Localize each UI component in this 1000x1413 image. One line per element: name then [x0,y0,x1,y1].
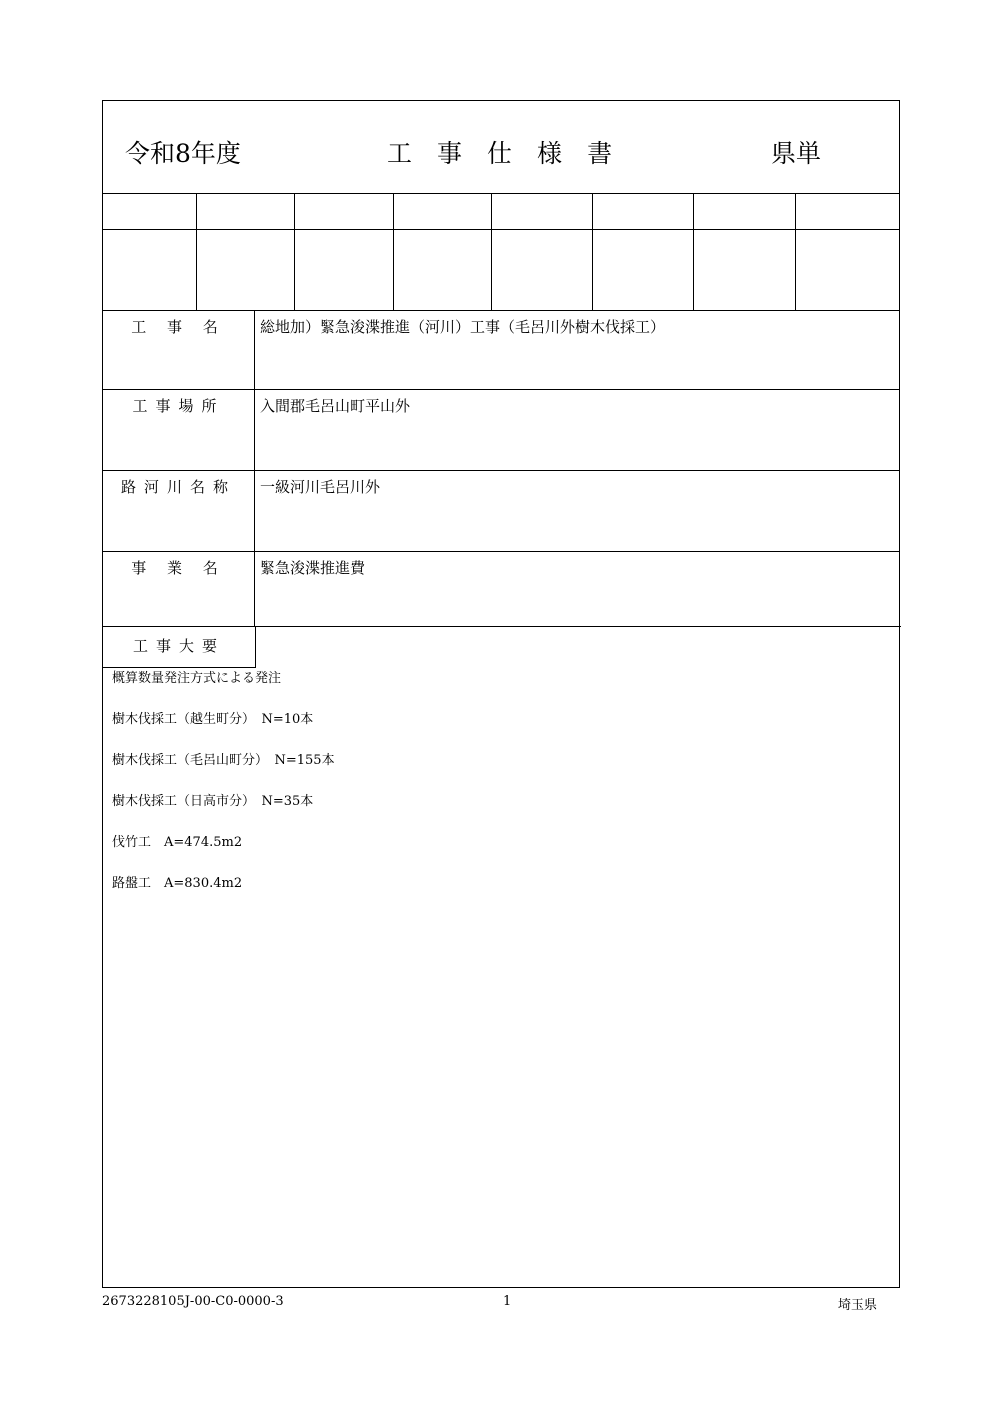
budget-type: 県単 [771,139,822,168]
grid-divider [393,194,394,310]
field-label: 事 業 名 [103,552,255,626]
title-char: 工 [387,139,413,168]
field-row-work-location [103,389,899,470]
grid-divider [294,194,295,310]
title-char: 仕 [487,139,513,168]
field-value: 総地加）緊急浚渫推進（河川）工事（毛呂川外樹木伐採工） [260,318,666,336]
document-title [387,134,637,170]
prefecture-name: 埼玉県 [838,1298,878,1313]
field-label: 工 事 名 [103,311,255,389]
title-row [103,101,899,194]
grid-divider [693,194,694,310]
field-row-work-name [103,310,899,389]
title-char: 書 [587,139,613,168]
title-char: 事 [437,139,463,168]
outline-line: 樹木伐採工（毛呂山町分） N=155本 [112,753,335,768]
field-value: 緊急浚渫推進費 [260,559,366,577]
grid-divider [592,194,593,310]
grid-divider [795,194,796,310]
outline-divider [256,626,901,627]
grid-divider [103,229,899,230]
page-number: 1 [503,1294,512,1309]
outline-line: 樹木伐採工（日高市分） N=35本 [112,794,314,809]
outline-line: 樹木伐採工（越生町分） N=10本 [112,712,314,727]
outline-label: 工事大要 [132,637,225,655]
outline-label-box [103,626,256,668]
outline-line: 路盤工 A=830.4m2 [112,876,243,891]
field-label: 工事場所 [103,390,255,470]
grid-divider [491,194,492,310]
field-value: 一級河川毛呂川外 [260,478,381,496]
document-code: 2673228105J-00-C0-0000-3 [102,1294,284,1309]
field-value: 入間郡毛呂山町平山外 [260,397,411,415]
grid-divider [196,194,197,310]
field-label: 路河川名称 [103,471,255,551]
outline-line: 概算数量発注方式による発注 [112,671,282,686]
field-row-project-name [103,551,899,626]
work-outline-content [112,670,335,916]
spec-sheet-frame [102,100,900,1288]
fiscal-year: 令和8年度 [125,139,241,168]
field-row-river-name [103,470,899,551]
approval-stamp-grid [103,194,899,310]
outline-line: 伐竹工 A=474.5m2 [112,835,243,850]
title-char: 様 [537,139,563,168]
